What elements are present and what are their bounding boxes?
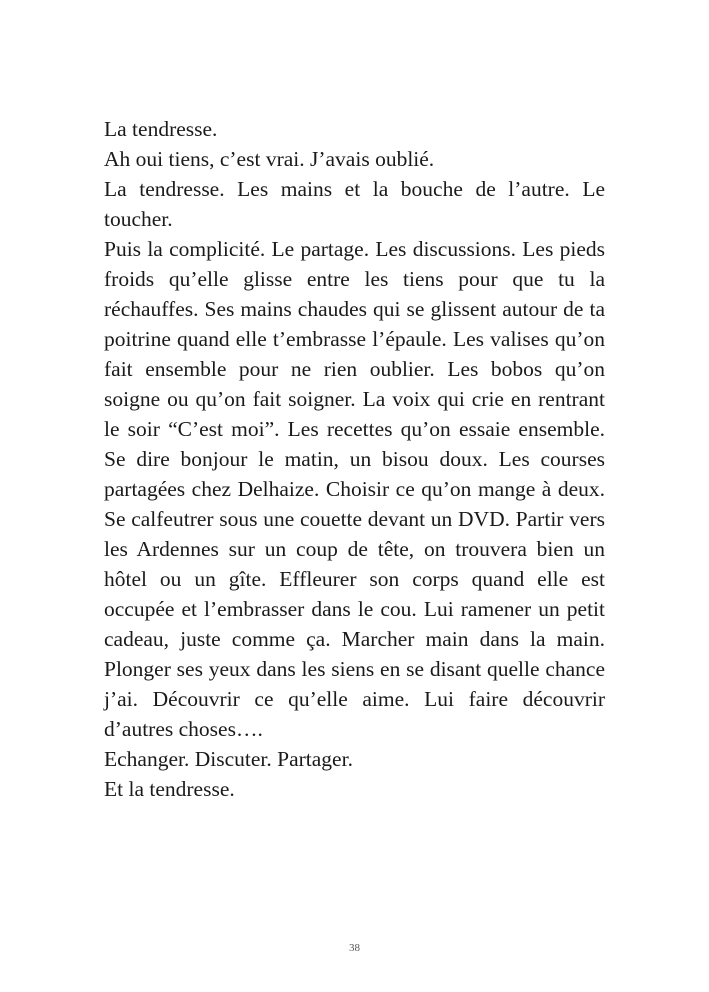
paragraph: Et la tendresse. xyxy=(104,777,235,801)
body-text xyxy=(104,114,605,804)
paragraph: Ah oui tiens, c’est vrai. J’avais oublié. xyxy=(104,147,435,171)
paragraph: Echanger. Discuter. Partager. xyxy=(104,747,353,771)
paragraph: La tendresse. xyxy=(104,117,218,141)
page-number: 38 xyxy=(349,942,360,954)
paragraph: La tendresse. Les mains et la bouche de l’autre. Le toucher. xyxy=(104,177,605,231)
paragraph: Puis la complicité. Le partage. Les discussions. Les pieds froids qu’elle glisse entre les tiens pour que tu la réchauffes. Ses mains chaudes qui se glissent autour de ta poitrine quand elle t’embrasse l’épaule. Les valises qu’on fait ensemble pour ne rien oublier. Les bobos qu’on soigne ou qu’on fait soigner. La voix qui crie en rentrant le soir “C’est moi”. Les recettes qu’on essaie ensemble. Se dire bonjour le matin, un bisou doux. Les courses partagées chez Delhaize. Choisir ce qu’on mange à deux. Se calfeutrer sous une couette devant un DVD. Partir vers les Ardennes sur un coup de tête, on trouvera bien un hôtel ou un gîte. Effleurer son corps quand elle est occupée et l’embrasser dans le cou. Lui ramener un petit cadeau, juste comme ça. Marcher main dans la main. Plonger ses yeux dans les siens en se disant quelle chance j’ai. Découvrir ce qu’elle aime. Lui faire découvrir d’autres choses…. xyxy=(104,237,605,741)
